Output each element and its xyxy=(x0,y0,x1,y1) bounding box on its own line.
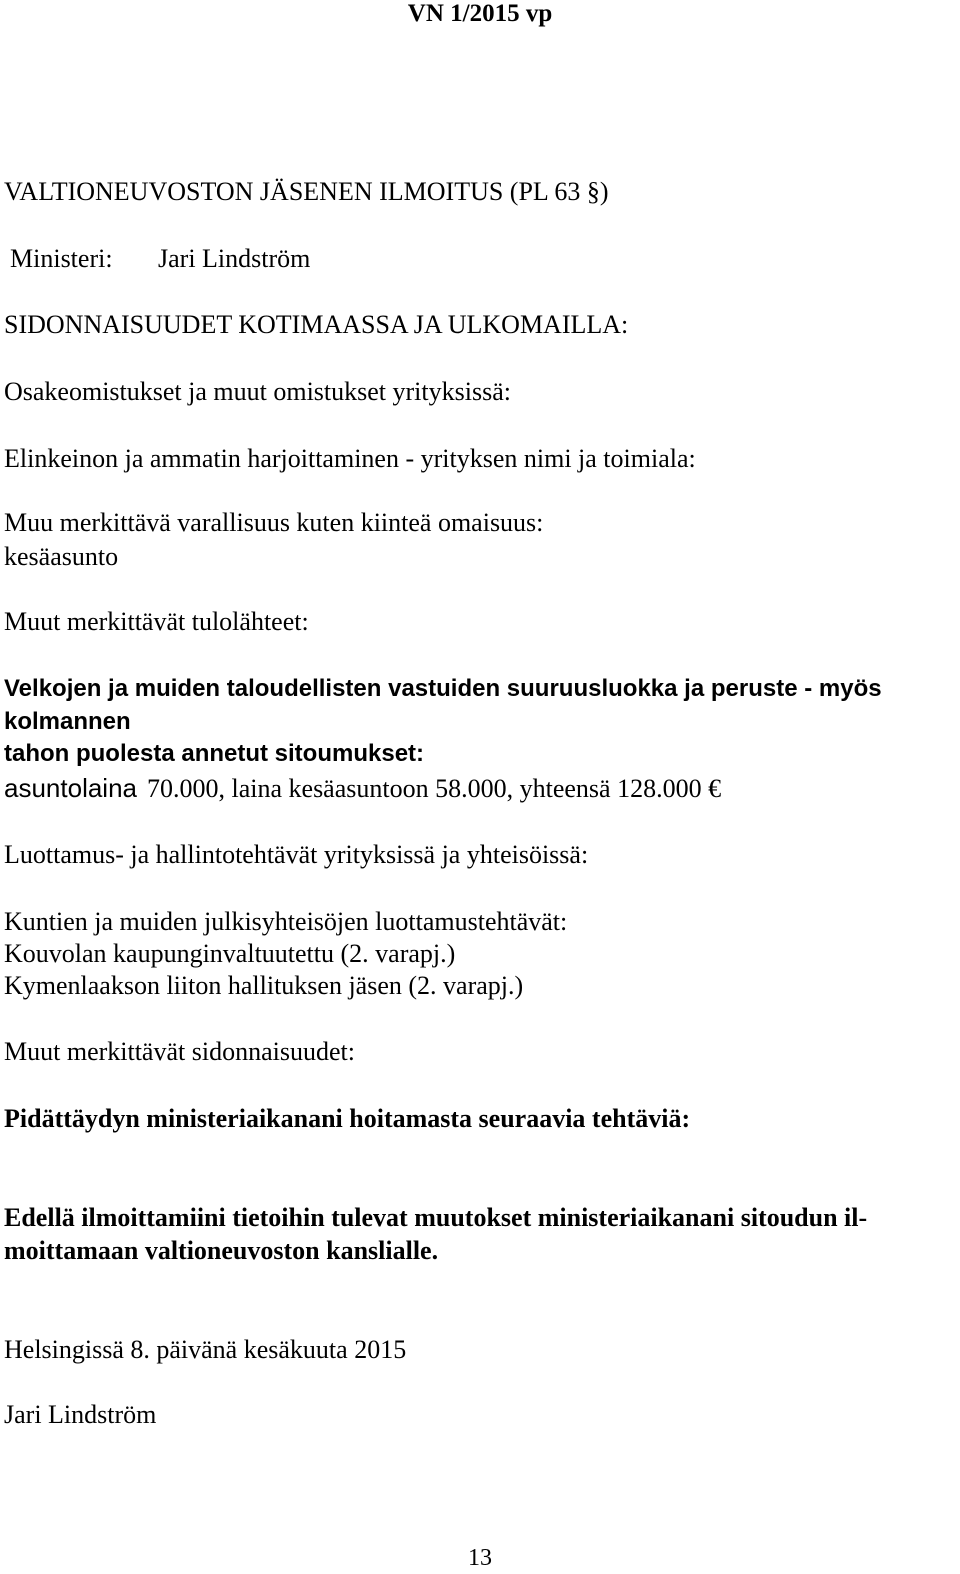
minister-name: Jari Lindström xyxy=(158,244,311,273)
document-title: VALTIONEUVOSTON JÄSENEN ILMOITUS (PL 63 §) xyxy=(4,177,609,206)
refrain-heading: Pidättäydyn ministeriaikanani hoitamasta seuraavia tehtäviä: xyxy=(4,1104,691,1133)
document-header: VN 1/2015 vp xyxy=(407,0,553,27)
notice-line-1: Edellä ilmoittamiini tietoihin tulevat muutokset ministeriaikanani sitoudun il- xyxy=(4,1203,868,1232)
income-heading: Muut merkittävät tulolähteet: xyxy=(4,607,309,636)
trust-companies-heading: Luottamus- ja hallintotehtävät yrityksissä ja yhteisöissä: xyxy=(4,840,589,869)
page-number: 13 xyxy=(468,1545,492,1571)
minister-row xyxy=(10,243,956,275)
place-date: Helsingissä 8. päivänä kesäkuuta 2015 xyxy=(4,1335,407,1364)
property-value: kesäasunto xyxy=(4,542,119,571)
debts-heading-line3: tahon puolesta annetut sitoumukset: xyxy=(4,740,425,767)
other-ties-heading: Muut merkittävät sidonnaisuudet: xyxy=(4,1037,355,1066)
signature-name: Jari Lindström xyxy=(4,1400,157,1429)
municipal-heading: Kuntien ja muiden julkisyhteisöjen luottamustehtävät: xyxy=(4,907,568,936)
debts-value-amounts: 70.000, laina kesäasuntoon 58.000, yhteensä 128.000 € xyxy=(147,774,722,803)
debts-value xyxy=(4,772,956,805)
shareholdings-heading: Osakeomistukset ja muut omistukset yrityksissä: xyxy=(4,377,511,406)
debts-value-mortgage: asuntolaina xyxy=(4,773,137,803)
business-heading: Elinkeinon ja ammatin harjoittaminen - yrityksen nimi ja toimiala: xyxy=(4,444,696,473)
minister-label: Ministeri: xyxy=(10,244,113,273)
property-heading: Muu merkittävä varallisuus kuten kiinteä omaisuus: xyxy=(4,508,544,537)
debts-heading-line2: kolmannen xyxy=(4,708,131,735)
municipal-item-1: Kouvolan kaupunginvaltuutettu (2. varapj.) xyxy=(4,939,456,968)
ties-heading: SIDONNAISUUDET KOTIMAASSA JA ULKOMAILLA: xyxy=(4,310,629,339)
municipal-item-2: Kymenlaakson liiton hallituksen jäsen (2. varapj.) xyxy=(4,971,524,1000)
notice-line-2: moittamaan valtioneuvoston kanslialle. xyxy=(4,1236,439,1265)
debts-heading-line1: Velkojen ja muiden taloudellisten vastuiden suuruusluokka ja peruste - myös xyxy=(4,675,882,702)
